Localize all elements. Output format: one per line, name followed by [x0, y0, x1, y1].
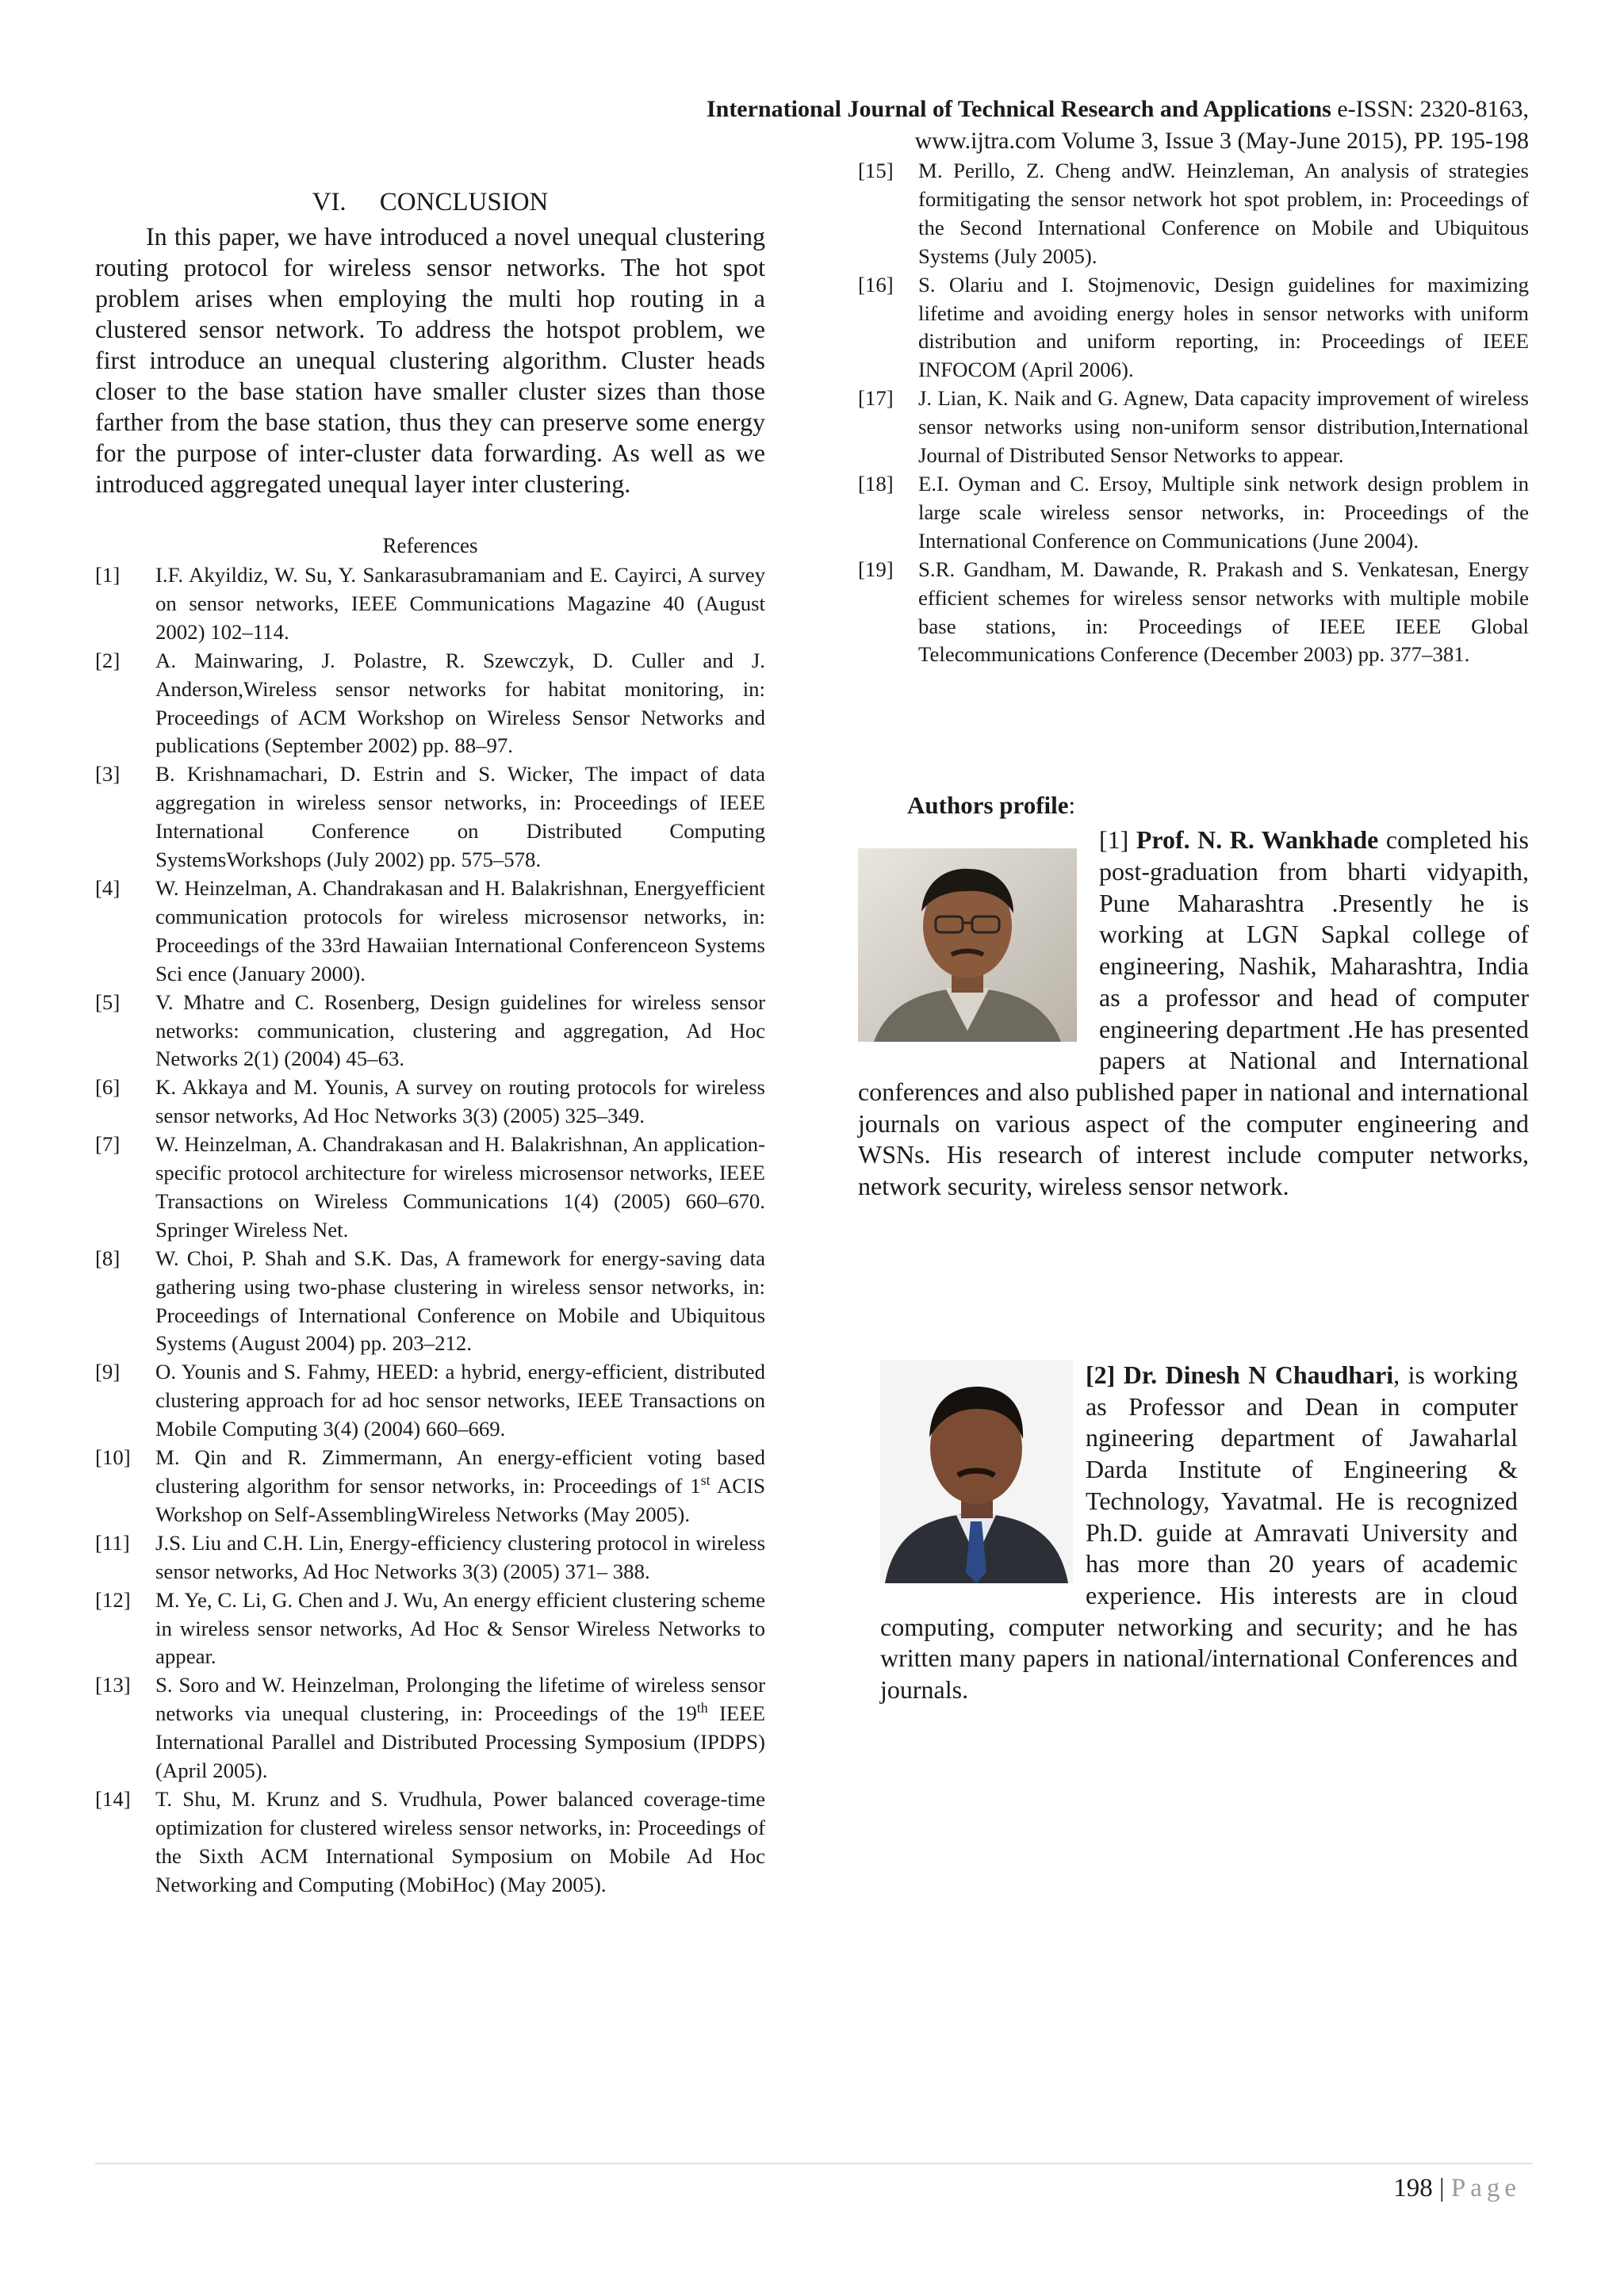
author-photo-2: [880, 1360, 1073, 1583]
reference-number: [7]: [95, 1132, 121, 1157]
reference-number: [16]: [858, 272, 894, 297]
reference-text-part: IEEE International Parallel and Distributed Processing Symposium (IPDPS) (April 2005).: [155, 1701, 765, 1783]
section-heading: [95, 186, 765, 218]
author2-number-name: [2] Dr. Dinesh N Chaudhari: [1086, 1360, 1394, 1389]
page-label: Page: [1450, 2174, 1521, 2202]
journal-header: [419, 94, 1529, 157]
footer-divider: [95, 2163, 1533, 2164]
page-footer: [1393, 2172, 1521, 2204]
reference-number: [8]: [95, 1246, 121, 1270]
journal-volume: www.ijtra.com Volume 3, Issue 3 (May-June 2015), PP. 195-198: [914, 128, 1529, 154]
reference-text: S. Olariu and I. Stojmenovic, Design guidelines for maximizing lifetime and avoiding energy holes in sensor networks with uniform distribution and uniform reporting, in: Proceedings of IEEE INFOCOM (April 2006).: [918, 272, 1529, 382]
reference-number: [12]: [95, 1587, 131, 1612]
reference-item: [858, 385, 1529, 470]
reference-number: [4]: [95, 875, 121, 900]
journal-issn: e-ISSN: 2320-8163,: [1337, 96, 1529, 122]
reference-item: [95, 1529, 765, 1586]
journal-name: International Journal of Technical Research and Applications: [706, 96, 1331, 122]
reference-text: S.R. Gandham, M. Dawande, R. Prakash and S. Venkatesan, Energy efficient schemes for wireless sensor networks with multiple mobile base stations, in: Proceedings of IEEE IEEE Global Telecommunications Conference (December 2003) pp. 377–381.: [918, 557, 1529, 667]
reference-text: W. Heinzelman, A. Chandrakasan and H. Balakrishnan, Energyefficient communication protocols for wireless microsensor networks, in: Proceedings of the 33rd Hawaiian International Conferenceon Systems Sci ence (January 2000).: [155, 875, 765, 985]
author1-name: Prof. N. R. Wankhade: [1136, 825, 1379, 855]
reference-text: [155, 1671, 765, 1785]
reference-number: [15]: [858, 159, 894, 182]
reference-item: [858, 556, 1529, 670]
reference-item: [95, 1358, 765, 1444]
section-title: CONCLUSION: [379, 188, 549, 216]
reference-list-left: [95, 561, 765, 1900]
reference-text: E.I. Oyman and C. Ersoy, Multiple sink network design problem in large scale wireless sensor networks, in: Proceedings of the International Conference on Communications (June 2004).: [918, 471, 1529, 553]
reference-item: [858, 157, 1529, 271]
reference-text: K. Akkaya and M. Younis, A survey on routing protocols for wireless sensor networks, Ad Hoc Networks 3(3) (2005) 325–349.: [155, 1075, 765, 1128]
reference-number: [9]: [95, 1360, 121, 1384]
author1-number: [1]: [1099, 825, 1129, 855]
reference-item: [95, 874, 765, 989]
reference-text: A. Mainwaring, J. Polastre, R. Szewczyk, D. Culler and J. Anderson,Wireless sensor networks for habitat monitoring, in: Proceedings of ACM Workshop on Wireless Sensor Networks and publications (September 2002) pp. 88–97.: [155, 648, 765, 758]
authors-heading: [907, 790, 1529, 821]
reference-text: T. Shu, M. Krunz and S. Vrudhula, Power balanced coverage-time optimization for clustered wireless sensor networks, in: Proceedings of the Sixth ACM International Symposium on Mobile Ad Hoc Networking and Computing (MobiHoc) (May 2005).: [155, 1786, 765, 1896]
authors-heading-text: Authors profile: [907, 791, 1069, 820]
reference-number: [19]: [858, 557, 894, 581]
reference-item: [95, 1073, 765, 1131]
page-number: 198: [1393, 2174, 1433, 2202]
reference-number: [10]: [95, 1445, 131, 1470]
reference-text: O. Younis and S. Fahmy, HEED: a hybrid, energy-efficient, distributed clustering approach for ad hoc sensor networks, IEEE Transactions on Mobile Computing 3(4) (2004) 660–669.: [155, 1360, 765, 1441]
reference-item: [95, 647, 765, 761]
reference-number: [17]: [858, 386, 894, 411]
author-profile-1: [858, 825, 1529, 1202]
reference-text: J. Lian, K. Naik and G. Agnew, Data capacity improvement of wireless sensor networks using non-uniform sensor distribution,International Journal of Distributed Sensor Networks to appear.: [918, 386, 1529, 468]
reference-text: W. Choi, P. Shah and S.K. Das, A framework for energy-saving data gathering using two-phase clustering in wireless sensor networks, in: Proceedings of International Conference on Mobile and Ubiquitous Systems (August 2004) pp. 203–212.: [155, 1246, 765, 1356]
reference-number: [2]: [95, 648, 121, 672]
references-heading: References: [382, 534, 478, 557]
reference-text: M. Perillo, Z. Cheng andW. Heinzleman, An analysis of strategies formitigating the sensor network hot spot problem, in: Proceedings of the Second International Conference on Mobile and Ubiquitous Systems (July 2005).: [918, 159, 1529, 268]
conclusion-paragraph: In this paper, we have introduced a novel unequal clustering routing protocol for wireless sensor networks. The hot spot problem arises when employing the multi hop routing in a clustered sensor network. To address the hotspot problem, we first introduce an unequal clustering algorithm. Cluster heads closer to the base station have smaller cluster sizes than those farther from the base station, thus they can preserve some energy for the purpose of inter-cluster data forwarding. As well as we introduced aggregated unequal layer inter clustering.: [95, 222, 765, 498]
left-column: [95, 186, 765, 1900]
right-column: [858, 157, 1529, 1203]
reference-number: [11]: [95, 1530, 130, 1555]
author2-bio: , is working as Professor and Dean in computer ngineering department of Jawaharlal Darda Institute of Engineering & Technology, Yavatmal. He is recognized Ph.D. guide at Amravati University and has more than 20 years of academic experience. His interests are in cloud computing, computer networking and security; and he has written many papers in national/international Conferences and journals.: [880, 1360, 1519, 1705]
section-number: VI.: [312, 188, 347, 216]
reference-text-part: ACIS Workshop on Self-AssemblingWireless Networks (May 2005).: [155, 1474, 765, 1526]
reference-item: [95, 1671, 765, 1785]
author-photo-1: [858, 848, 1077, 1042]
reference-number: [1]: [95, 563, 121, 587]
reference-text: V. Mhatre and C. Rosenberg, Design guidelines for wireless sensor networks: communication, clustering and aggregation, Ad Hoc Networks 2(1) (2004) 45–63.: [155, 989, 765, 1071]
reference-text: I.F. Akyildiz, W. Su, Y. Sankarasubramaniam and E. Cayirci, A survey on sensor networks, IEEE Communications Magazine 40 (August 2002) 102–114.: [155, 563, 765, 644]
reference-superscript: st: [700, 1472, 710, 1489]
reference-number: [5]: [95, 989, 121, 1014]
reference-number: [14]: [95, 1786, 131, 1811]
reference-text: [155, 1444, 765, 1529]
reference-superscript: th: [696, 1700, 708, 1716]
reference-item: [95, 1131, 765, 1245]
reference-text-part: M. Qin and R. Zimmermann, An energy-efficient voting based clustering algorithm for sensor networks, in: Proceedings of 1: [155, 1445, 765, 1498]
reference-item: [858, 271, 1529, 385]
reference-item: [95, 760, 765, 874]
reference-number: [6]: [95, 1075, 121, 1100]
reference-item: [95, 561, 765, 647]
authors-heading-colon: :: [1068, 791, 1076, 820]
reference-text: J.S. Liu and C.H. Lin, Energy-efficiency clustering protocol in wireless sensor networks, Ad Hoc Networks 3(3) (2005) 371– 388.: [155, 1530, 765, 1583]
reference-text-part: S. Soro and W. Heinzelman, Prolonging the lifetime of wireless sensor networks via unequal clustering, in: Proceedings of the 19: [155, 1673, 765, 1726]
reference-item: [95, 989, 765, 1074]
author1-bio: completed his post-graduation from bharti vidyapith, Pune Maharashtra .Presently he is working at LGN Sapkal college of engineering, Nashik, Maharashtra, India as a professor and head of computer engineering department .He has presented papers at National and International conferences and also published paper in national and international journals on various aspect of the computer engineering and WSNs. His research of interest include computer networks, network security, wireless sensor network.: [858, 825, 1530, 1201]
reference-item: [95, 1785, 765, 1900]
reference-text: M. Ye, C. Li, G. Chen and J. Wu, An energy efficient clustering scheme in wireless sensor networks, Ad Hoc & Sensor Wireless Networks to appear.: [155, 1587, 765, 1669]
author-profile-2: [880, 1360, 1518, 1706]
reference-item: [95, 1245, 765, 1359]
reference-list-right: [858, 157, 1529, 669]
reference-number: [3]: [95, 762, 121, 786]
reference-item: [95, 1586, 765, 1672]
reference-text: B. Krishnamachari, D. Estrin and S. Wicker, The impact of data aggregation in wireless sensor networks, in: Proceedings of IEEE International Conference on Distributed Computing SystemsWorkshops (July 2002) pp. 575–578.: [155, 762, 765, 872]
reference-item: [95, 1444, 765, 1529]
page-separator: |: [1432, 2174, 1451, 2202]
reference-text: W. Heinzelman, A. Chandrakasan and H. Balakrishnan, An application-specific protocol architecture for wireless microsensor networks, IEEE Transactions on Wireless Communications 1(4) (2005) 660–670. Springer Wireless Net.: [155, 1132, 765, 1242]
reference-number: [18]: [858, 471, 894, 496]
reference-item: [858, 470, 1529, 556]
reference-number: [13]: [95, 1673, 131, 1697]
